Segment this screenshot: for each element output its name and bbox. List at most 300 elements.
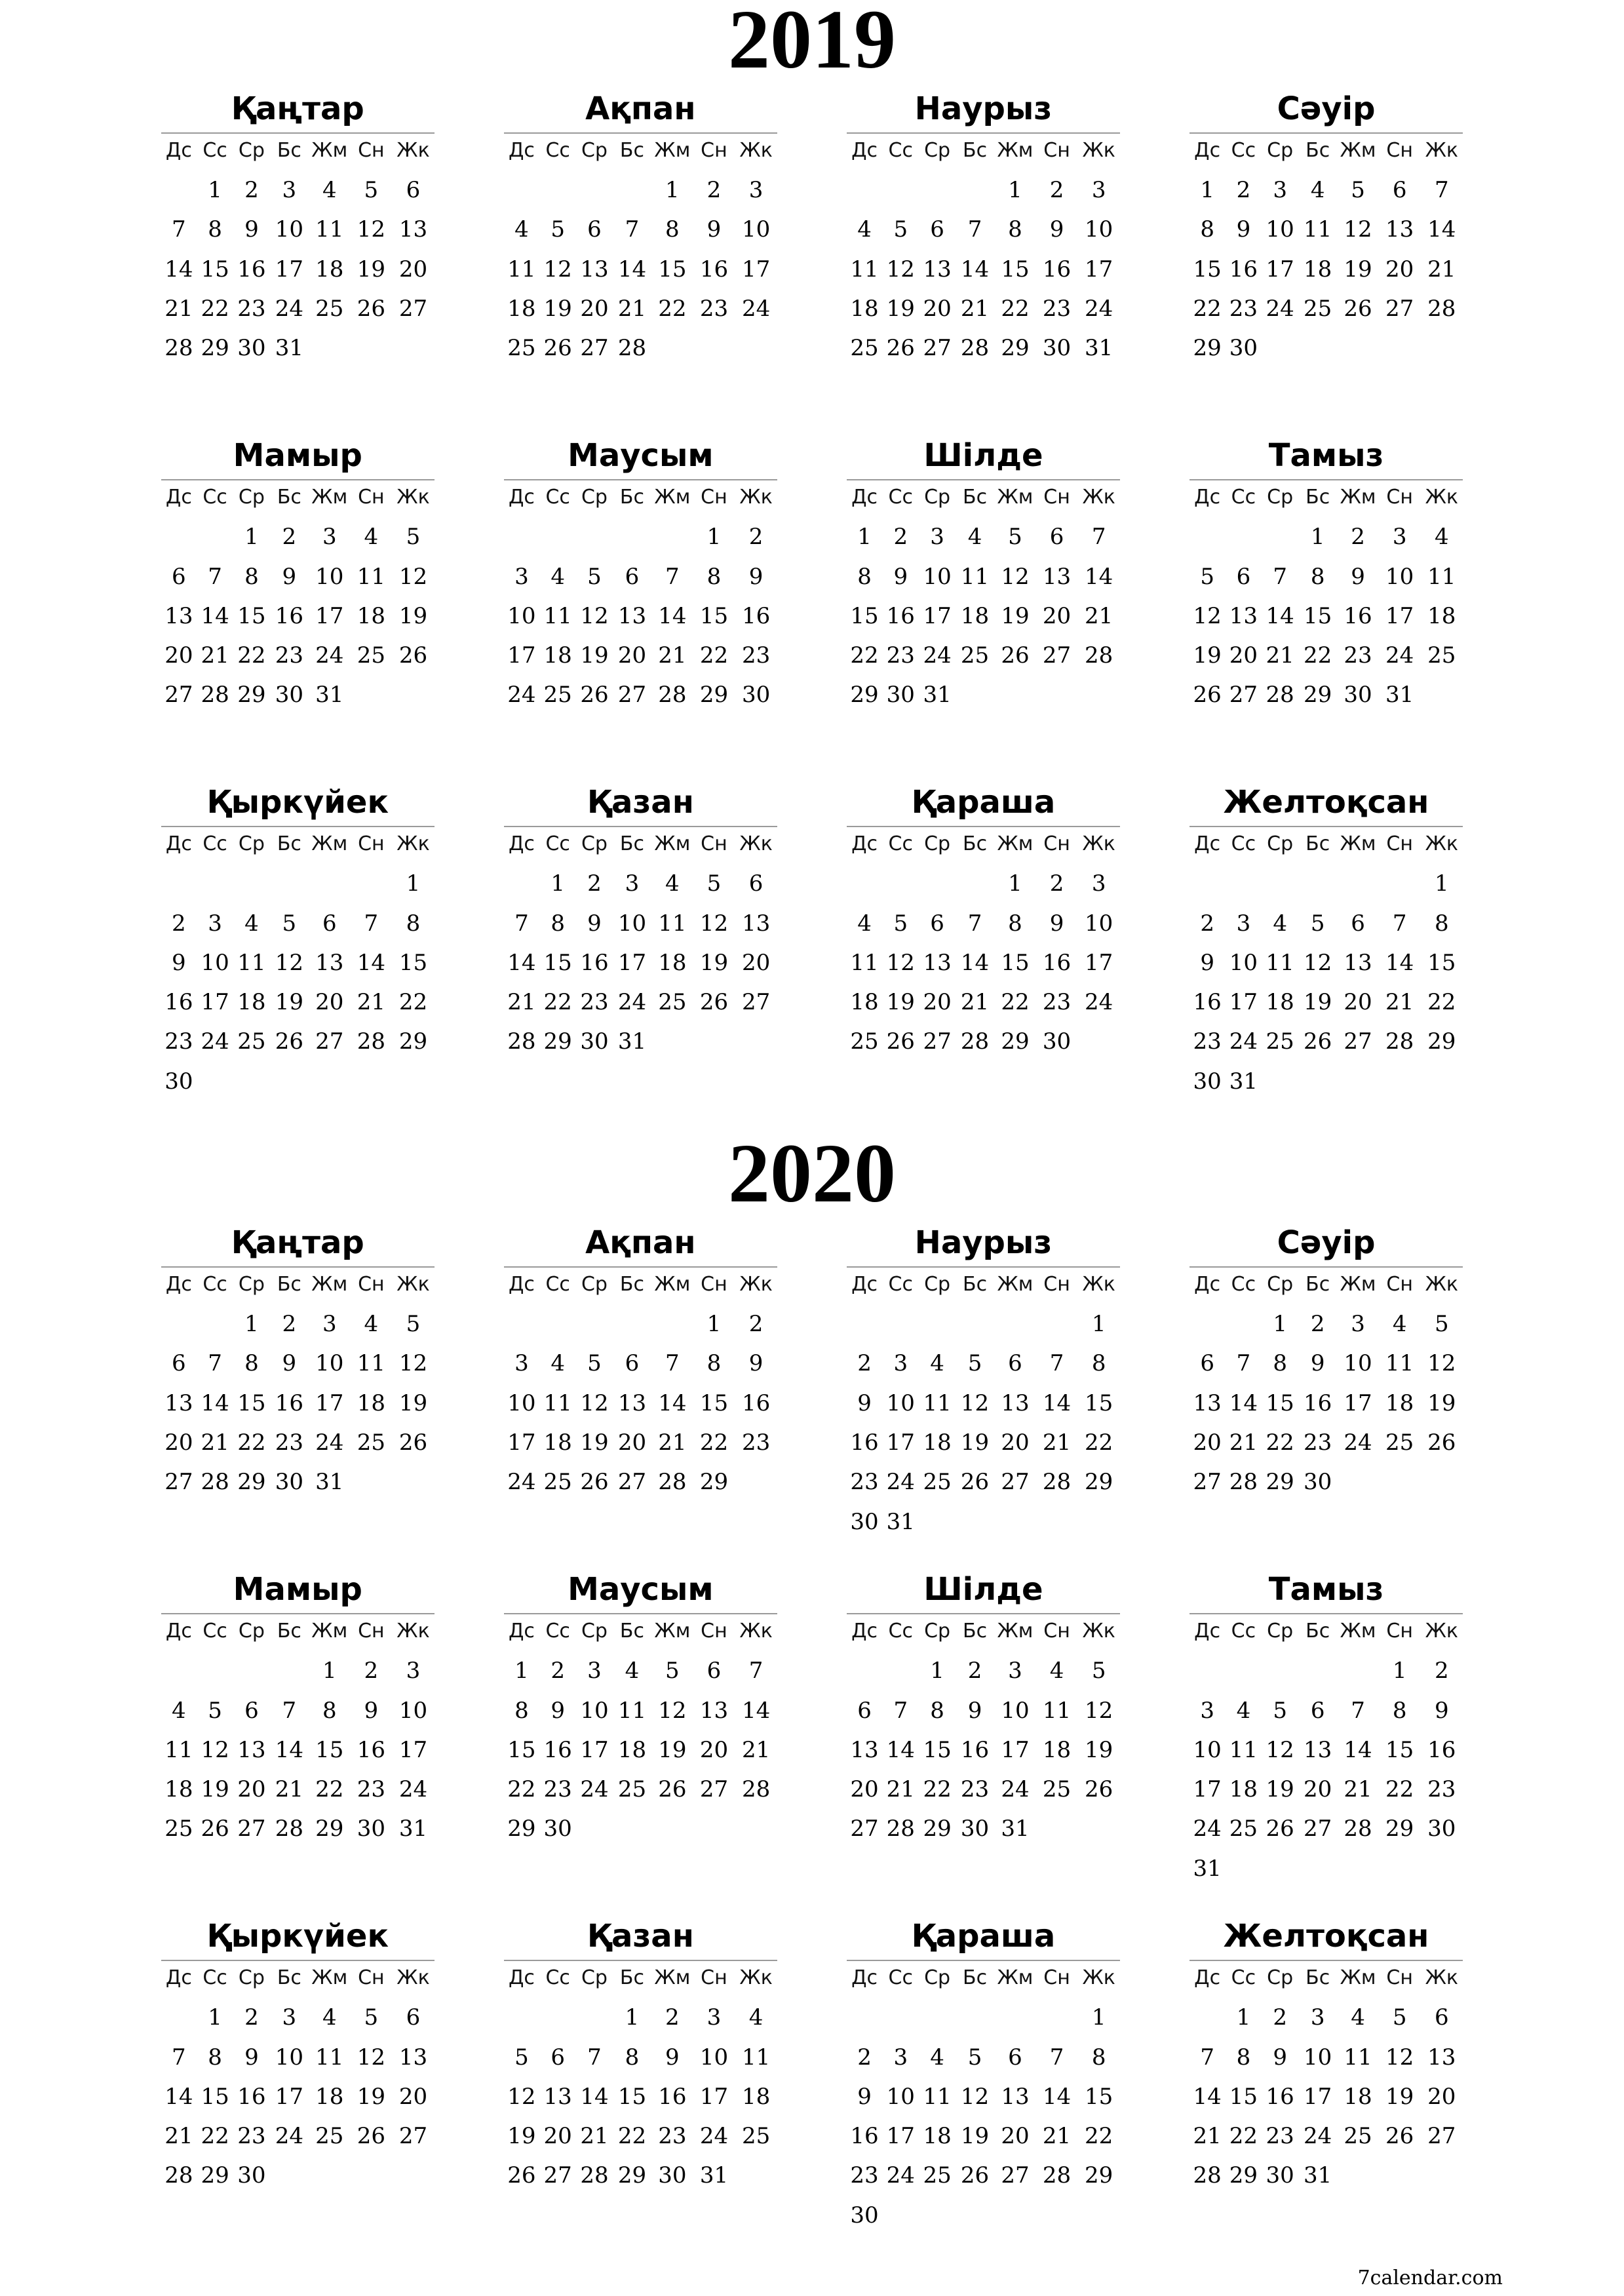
day-cell: 16 [1344, 602, 1372, 629]
day-cell: 25 [1427, 642, 1456, 669]
year-title: 2020 [728, 1127, 896, 1220]
day-cell: 24 [1304, 2123, 1332, 2150]
day-cell: 7 [514, 910, 529, 937]
day-cell: 10 [741, 216, 771, 243]
day-cell: 10 [201, 949, 229, 976]
week-row [161, 864, 435, 903]
week-row [161, 904, 435, 943]
day-cell: 27 [741, 989, 771, 1016]
day-cell: 21 [960, 989, 990, 1016]
empty-day-cell [1262, 1651, 1298, 1690]
day-cell: 4 [1310, 177, 1325, 204]
empty-day-cell [1189, 1304, 1226, 1344]
weekday-header-row [504, 1965, 778, 1991]
month-block [847, 436, 1121, 757]
day-cell: 16 [741, 602, 771, 629]
day-cell: 7 [1049, 1350, 1064, 1377]
day-cell: 25 [1042, 1776, 1072, 1803]
empty-day-cell [882, 1304, 919, 1344]
day-cell: 4 [857, 216, 872, 243]
weekday-label: Сс [888, 1966, 913, 1990]
day-cell: 3 [1091, 177, 1106, 204]
day-cell: 15 [1001, 949, 1030, 976]
weekday-label: Сн [1043, 486, 1070, 509]
day-cell: 23 [237, 295, 266, 322]
weekday-label: Жк [1425, 1273, 1459, 1296]
day-cell: 12 [1193, 602, 1222, 629]
day-cell: 10 [1085, 216, 1113, 243]
day-cell: 20 [1385, 256, 1414, 282]
day-cell: 12 [357, 216, 385, 243]
weekday-label: Дс [1194, 486, 1221, 509]
day-cell: 17 [1304, 2083, 1332, 2110]
day-cell: 1 [1091, 1311, 1106, 1338]
day-cell: 29 [237, 1469, 266, 1496]
day-cell: 7 [587, 2044, 602, 2071]
weekday-header-row [1189, 484, 1463, 511]
day-cell: 21 [1042, 1429, 1072, 1456]
weekday-label: Сс [888, 832, 913, 856]
month-block [1189, 436, 1463, 757]
day-cell: 17 [923, 602, 952, 629]
day-cell: 7 [1392, 910, 1407, 937]
day-cell: 29 [1001, 335, 1030, 362]
day-cell: 7 [172, 2044, 186, 2071]
day-cell: 29 [237, 682, 266, 709]
day-cell: 22 [201, 295, 229, 322]
empty-day-cell [1298, 864, 1337, 903]
day-cell: 10 [699, 2044, 729, 2071]
week-row [1189, 2156, 1463, 2195]
weekday-label: Жм [997, 1273, 1034, 1296]
day-cell: 4 [665, 870, 680, 897]
day-cell: 23 [1427, 1776, 1456, 1803]
week-row [1189, 1304, 1463, 1344]
day-cell: 22 [699, 642, 729, 669]
empty-day-cell [919, 170, 956, 210]
day-cell: 2 [244, 177, 259, 204]
day-cell: 25 [1344, 2123, 1372, 2150]
day-cell: 4 [322, 2004, 337, 2031]
day-cell: 22 [1085, 1429, 1113, 1456]
day-cell: 17 [1001, 1736, 1030, 1763]
weekday-label: Бс [963, 139, 988, 162]
weekday-header-row [1189, 1272, 1463, 1298]
day-cell: 4 [967, 524, 982, 551]
day-cell: 17 [398, 1736, 428, 1763]
day-cell: 14 [1229, 1390, 1258, 1416]
months-grid [0, 1127, 1624, 2268]
day-cell: 1 [1008, 177, 1022, 204]
weekday-label: Бс [1305, 1966, 1330, 1990]
week-row [847, 250, 1121, 289]
day-cell: 6 [172, 563, 186, 590]
week-row [504, 170, 778, 210]
day-cell: 19 [275, 989, 303, 1016]
day-cell: 27 [315, 1028, 344, 1055]
weekday-label: Бс [963, 1966, 988, 1990]
month-name: Қараша [911, 1918, 1056, 1955]
weekday-label: Ср [581, 486, 608, 509]
day-cell: 30 [237, 2162, 266, 2189]
week-row [847, 2156, 1121, 2195]
week-row [161, 170, 435, 210]
day-cell: 15 [1385, 1736, 1414, 1763]
month-name: Қазан [587, 1918, 694, 1955]
weekday-label: Сс [1231, 486, 1256, 509]
weekday-label: Жм [1340, 1966, 1376, 1990]
week-row [847, 1651, 1121, 1690]
weekday-label: Жк [1082, 1620, 1115, 1643]
day-cell: 22 [1304, 642, 1332, 669]
day-cell: 30 [850, 2202, 879, 2228]
day-cell: 6 [406, 2004, 421, 2031]
weekday-label: Бс [1305, 486, 1330, 509]
day-cell: 22 [1001, 295, 1030, 322]
day-cell: 23 [275, 642, 303, 669]
week-row [504, 943, 778, 983]
day-cell: 29 [507, 1816, 536, 1842]
day-cell: 9 [1310, 1350, 1325, 1377]
day-cell: 17 [275, 2083, 303, 2110]
empty-day-cell [1262, 517, 1298, 556]
empty-day-cell [1189, 1651, 1226, 1690]
day-cell: 3 [1351, 1311, 1365, 1338]
day-cell: 5 [587, 563, 602, 590]
week-row [504, 1651, 778, 1690]
empty-day-cell [994, 1304, 1036, 1344]
month-block [847, 1917, 1121, 2238]
day-cell: 27 [1001, 2162, 1030, 2189]
weekday-header-row [1189, 138, 1463, 164]
week-row [847, 864, 1121, 903]
day-cell: 10 [1304, 2044, 1332, 2071]
day-cell: 8 [706, 563, 722, 590]
day-cell: 3 [1273, 177, 1287, 204]
day-cell: 29 [543, 1028, 572, 1055]
week-row [504, 1423, 778, 1462]
empty-day-cell [1189, 517, 1226, 556]
weekday-label: Дс [165, 1273, 192, 1296]
day-cell: 28 [1229, 1469, 1258, 1496]
week-row [847, 2077, 1121, 2116]
weekday-header-row [847, 1965, 1121, 1991]
day-cell: 2 [1273, 2004, 1287, 2031]
day-cell: 1 [1008, 870, 1022, 897]
empty-day-cell [1337, 1651, 1379, 1690]
weekday-label: Ср [581, 832, 608, 856]
day-cell: 4 [172, 1697, 186, 1724]
day-cell: 1 [406, 870, 421, 897]
week-row [1189, 1730, 1463, 1770]
day-cell: 30 [960, 1816, 990, 1842]
day-cell: 22 [237, 642, 266, 669]
day-cell: 21 [1266, 642, 1294, 669]
day-cell: 14 [1042, 2083, 1072, 2110]
day-cell: 6 [930, 216, 944, 243]
day-cell: 5 [1273, 1697, 1287, 1724]
month-divider [1189, 826, 1463, 827]
week-row [847, 904, 1121, 943]
day-cell: 16 [1266, 2083, 1294, 2110]
day-cell: 27 [1427, 2123, 1456, 2150]
day-cell: 8 [322, 1697, 337, 1724]
weekday-header-row [161, 1965, 435, 1991]
week-row [504, 1691, 778, 1730]
day-cell: 6 [857, 1697, 872, 1724]
day-cell: 14 [741, 1697, 771, 1724]
day-cell: 20 [1001, 2123, 1030, 2150]
day-cell: 26 [1001, 642, 1030, 669]
day-cell: 25 [850, 1028, 879, 1055]
weekday-header-row [504, 1618, 778, 1644]
day-cell: 1 [706, 524, 722, 551]
day-cell: 3 [893, 2044, 908, 2071]
weeks-list [161, 517, 435, 714]
day-cell: 5 [893, 216, 908, 243]
day-cell: 8 [208, 216, 222, 243]
month-divider [504, 826, 778, 827]
weekday-label: Сс [203, 139, 227, 162]
week-row [1189, 1691, 1463, 1730]
day-cell: 14 [164, 2083, 193, 2110]
month-divider [161, 1613, 435, 1614]
day-cell: 7 [967, 910, 982, 937]
day-cell: 24 [201, 1028, 229, 1055]
day-cell: 25 [1229, 1816, 1258, 1842]
empty-day-cell [197, 517, 233, 556]
day-cell: 9 [1236, 216, 1251, 243]
weekday-label: Ср [581, 1620, 608, 1643]
weekday-label: Сс [203, 1620, 227, 1643]
weeks-list [161, 1998, 435, 2195]
week-row [847, 557, 1121, 596]
empty-day-cell [613, 517, 651, 556]
week-row [1189, 250, 1463, 289]
week-row [1189, 1022, 1463, 1061]
day-cell: 16 [275, 602, 303, 629]
weeks-list [847, 1998, 1121, 2235]
day-cell: 14 [201, 602, 229, 629]
day-cell: 30 [580, 1028, 609, 1055]
weekday-label: Сн [701, 1620, 727, 1643]
day-cell: 9 [893, 563, 908, 590]
day-cell: 16 [1427, 1736, 1456, 1763]
day-cell: 30 [1344, 682, 1372, 709]
month-divider [847, 1613, 1121, 1614]
empty-day-cell [882, 1651, 919, 1690]
day-cell: 21 [164, 2123, 193, 2150]
week-row [504, 2116, 778, 2156]
weekday-header-row [847, 138, 1121, 164]
day-cell: 8 [406, 910, 421, 937]
month-divider [1189, 1266, 1463, 1268]
day-cell: 18 [923, 1429, 952, 1456]
week-row [847, 210, 1121, 249]
weekday-label: Бс [277, 1966, 301, 1990]
day-cell: 13 [315, 949, 344, 976]
day-cell: 28 [1042, 1469, 1072, 1496]
day-cell: 31 [1193, 1855, 1222, 1882]
day-cell: 10 [507, 602, 536, 629]
day-cell: 1 [208, 177, 222, 204]
day-cell: 3 [706, 2004, 722, 2031]
weekday-label: Жм [997, 1966, 1034, 1990]
empty-day-cell [197, 1651, 233, 1690]
weekday-label: Сн [701, 1273, 727, 1296]
day-cell: 1 [625, 2004, 640, 2031]
day-cell: 2 [1310, 1311, 1325, 1338]
weekday-label: Сс [1231, 832, 1256, 856]
month-divider [504, 1960, 778, 1961]
day-cell: 1 [1200, 177, 1214, 204]
weekday-label: Дс [1194, 139, 1221, 162]
weekday-label: Жк [739, 139, 773, 162]
day-cell: 9 [1351, 563, 1365, 590]
day-cell: 12 [960, 2083, 990, 2110]
day-cell: 29 [1085, 2162, 1113, 2189]
day-cell: 6 [625, 1350, 640, 1377]
day-cell: 31 [886, 1508, 915, 1535]
day-cell: 25 [357, 642, 385, 669]
day-cell: 25 [741, 2123, 771, 2150]
day-cell: 9 [706, 216, 722, 243]
day-cell: 5 [1091, 1658, 1106, 1684]
day-cell: 4 [930, 2044, 944, 2071]
day-cell: 2 [1049, 870, 1064, 897]
day-cell: 30 [1042, 1028, 1072, 1055]
day-cell: 26 [398, 642, 428, 669]
weekday-label: Сс [1231, 139, 1256, 162]
weekday-label: Сс [888, 486, 913, 509]
day-cell: 14 [1344, 1736, 1372, 1763]
day-cell: 10 [507, 1390, 536, 1416]
day-cell: 15 [923, 1736, 952, 1763]
day-cell: 30 [164, 1068, 193, 1095]
day-cell: 29 [201, 2162, 229, 2189]
day-cell: 8 [551, 910, 565, 937]
weekday-label: Жм [1340, 1273, 1376, 1296]
day-cell: 7 [282, 1697, 297, 1724]
day-cell: 11 [923, 1390, 952, 1416]
day-cell: 17 [1266, 256, 1294, 282]
day-cell: 1 [1273, 1311, 1287, 1338]
weekday-label: Жм [1340, 832, 1376, 856]
day-cell: 9 [1049, 910, 1064, 937]
day-cell: 21 [658, 1429, 687, 1456]
day-cell: 17 [275, 256, 303, 282]
month-name: Маусым [568, 1571, 714, 1608]
day-cell: 30 [275, 682, 303, 709]
weekday-label: Жк [739, 1620, 773, 1643]
empty-day-cell [1036, 1998, 1078, 2037]
day-cell: 15 [1304, 602, 1332, 629]
day-cell: 21 [1385, 989, 1414, 1016]
day-cell: 25 [658, 989, 687, 1016]
week-row [847, 170, 1121, 210]
day-cell: 22 [1427, 989, 1456, 1016]
day-cell: 11 [1304, 216, 1332, 243]
weekday-label: Бс [1305, 1273, 1330, 1296]
day-cell: 11 [357, 1350, 385, 1377]
day-cell: 16 [699, 256, 729, 282]
day-cell: 6 [1008, 1350, 1022, 1377]
day-cell: 21 [201, 1429, 229, 1456]
week-row [504, 864, 778, 903]
day-cell: 22 [543, 989, 572, 1016]
day-cell: 23 [1266, 2123, 1294, 2150]
day-cell: 29 [1085, 1469, 1113, 1496]
day-cell: 4 [1351, 2004, 1365, 2031]
weekday-label: Сн [358, 832, 385, 856]
empty-day-cell [847, 1651, 883, 1690]
day-cell: 20 [923, 989, 952, 1016]
weekday-label: Бс [619, 832, 644, 856]
weekday-label: Дс [508, 1966, 535, 1990]
week-row [161, 675, 435, 714]
weekday-label: Бс [963, 1620, 988, 1643]
weekday-label: Дс [508, 139, 535, 162]
day-cell: 27 [398, 295, 428, 322]
day-cell: 12 [357, 2044, 385, 2071]
day-cell: 8 [1091, 2044, 1106, 2071]
day-cell: 12 [960, 1390, 990, 1416]
empty-day-cell [613, 170, 651, 210]
day-cell: 14 [1042, 1390, 1072, 1416]
day-cell: 16 [886, 602, 915, 629]
day-cell: 23 [1042, 989, 1072, 1016]
day-cell: 24 [507, 682, 536, 709]
weekday-label: Сн [358, 486, 385, 509]
weekday-label: Сн [1386, 832, 1413, 856]
week-row [504, 2077, 778, 2116]
day-cell: 20 [850, 1776, 879, 1803]
empty-day-cell [956, 170, 994, 210]
day-cell: 5 [406, 524, 421, 551]
empty-day-cell [613, 1304, 651, 1344]
empty-day-cell [651, 517, 693, 556]
week-row [847, 517, 1121, 556]
day-cell: 18 [1344, 2083, 1372, 2110]
day-cell: 17 [201, 989, 229, 1016]
day-cell: 6 [1310, 1697, 1325, 1724]
day-cell: 16 [275, 1390, 303, 1416]
weekday-header-row [161, 1618, 435, 1644]
day-cell: 22 [1001, 989, 1030, 1016]
weekday-label: Ср [1267, 832, 1294, 856]
day-cell: 23 [850, 2162, 879, 2189]
day-cell: 6 [322, 910, 337, 937]
month-block [161, 436, 435, 757]
day-cell: 30 [357, 1816, 385, 1842]
day-cell: 3 [930, 524, 944, 551]
week-row [504, 1462, 778, 1502]
day-cell: 15 [1266, 1390, 1294, 1416]
week-row [1189, 289, 1463, 328]
day-cell: 3 [514, 563, 529, 590]
day-cell: 5 [1200, 563, 1214, 590]
empty-day-cell [1036, 1304, 1078, 1344]
day-cell: 19 [886, 989, 915, 1016]
day-cell: 11 [315, 216, 344, 243]
weeks-list [161, 1651, 435, 1848]
day-cell: 2 [893, 524, 908, 551]
day-cell: 27 [1193, 1469, 1222, 1496]
week-row [847, 328, 1121, 368]
day-cell: 7 [967, 216, 982, 243]
day-cell: 7 [748, 1658, 764, 1684]
day-cell: 3 [1236, 910, 1251, 937]
